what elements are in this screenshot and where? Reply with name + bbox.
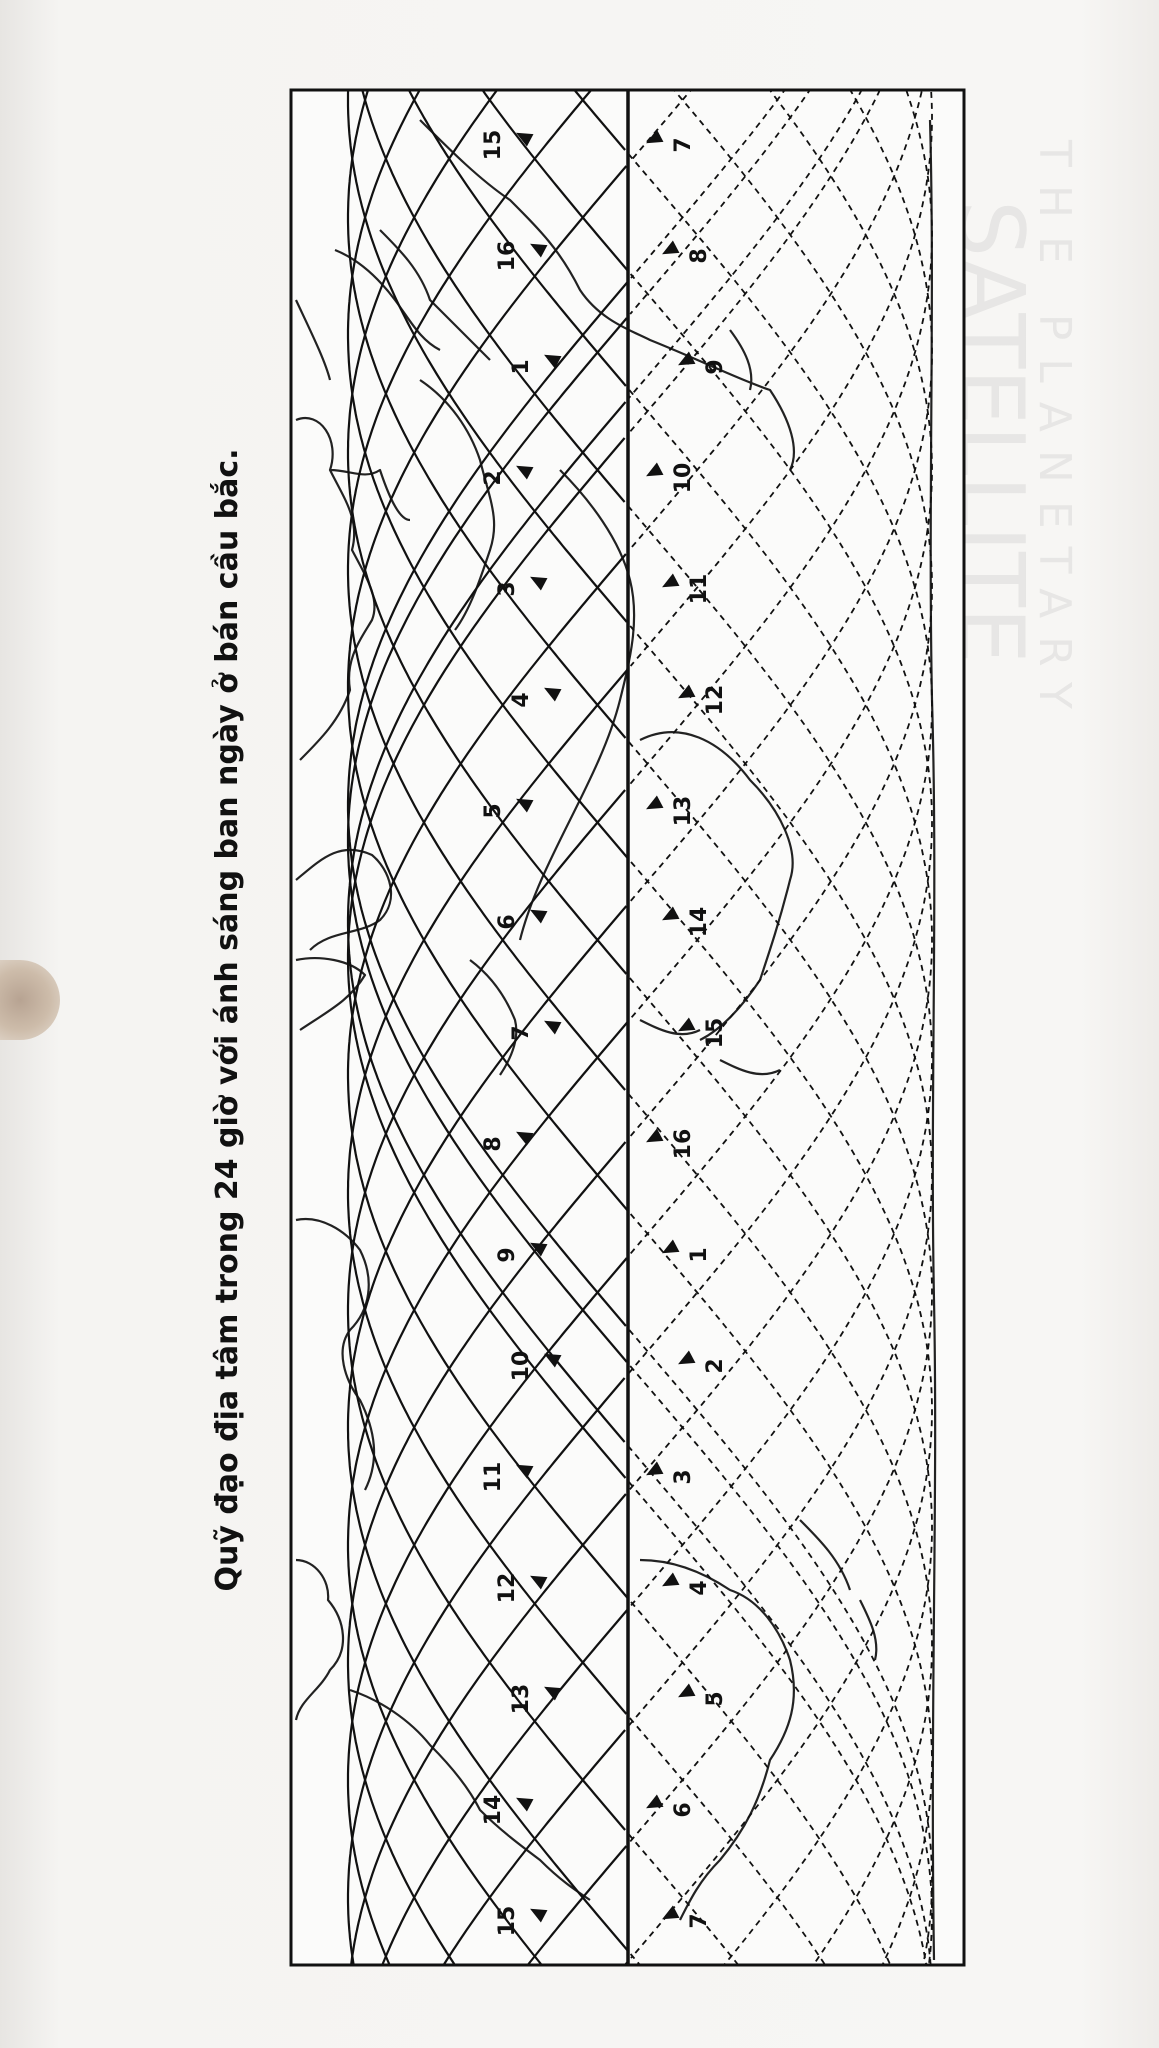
orbit-label: 6 [495, 914, 520, 930]
orbit-label: 4 [509, 692, 534, 708]
orbit-label: 5 [481, 803, 506, 819]
orbit-label: 1 [687, 1247, 712, 1263]
orbit-label: 8 [687, 248, 712, 264]
orbit-label: 9 [703, 359, 728, 375]
orbit-label: 6 [671, 1802, 696, 1818]
orbit-label: 15 [495, 1905, 520, 1937]
orbit-label: 16 [495, 240, 520, 272]
orbit-label: 13 [509, 1683, 534, 1715]
figure-caption: Quỹ đạo địa tâm trong 24 giờ với ánh sáng ban ngày ở bán cầu bắc. [210, 448, 245, 1592]
orbit-label: 16 [671, 1128, 696, 1160]
orbit-label: 3 [671, 1469, 696, 1485]
orbit-label: 14 [687, 906, 712, 938]
orbit-label: 11 [687, 573, 712, 605]
orbit-label: 7 [671, 137, 696, 153]
orbit-label: 13 [671, 795, 696, 827]
orbit-label: 10 [509, 1350, 534, 1382]
orbit-label: 11 [481, 1461, 506, 1493]
orbit-label: 12 [495, 1572, 520, 1604]
orbit-label: 2 [481, 470, 506, 486]
orbit-label: 2 [703, 1358, 728, 1374]
orbit-label: 15 [481, 129, 506, 161]
orbit-label: 7 [687, 1913, 712, 1929]
orbit-label: 3 [495, 581, 520, 597]
orbit-label: 5 [703, 1691, 728, 1707]
orbit-label: 1 [509, 359, 534, 375]
orbit-label: 12 [703, 684, 728, 716]
orbit-label: 15 [703, 1017, 728, 1049]
orbit-label: 7 [509, 1025, 534, 1041]
orbit-label: 14 [481, 1794, 506, 1826]
orbit-label: 8 [481, 1136, 506, 1152]
orbit-label: 10 [671, 462, 696, 494]
orbit-label: 9 [495, 1247, 520, 1263]
orbit-label: 4 [687, 1580, 712, 1596]
